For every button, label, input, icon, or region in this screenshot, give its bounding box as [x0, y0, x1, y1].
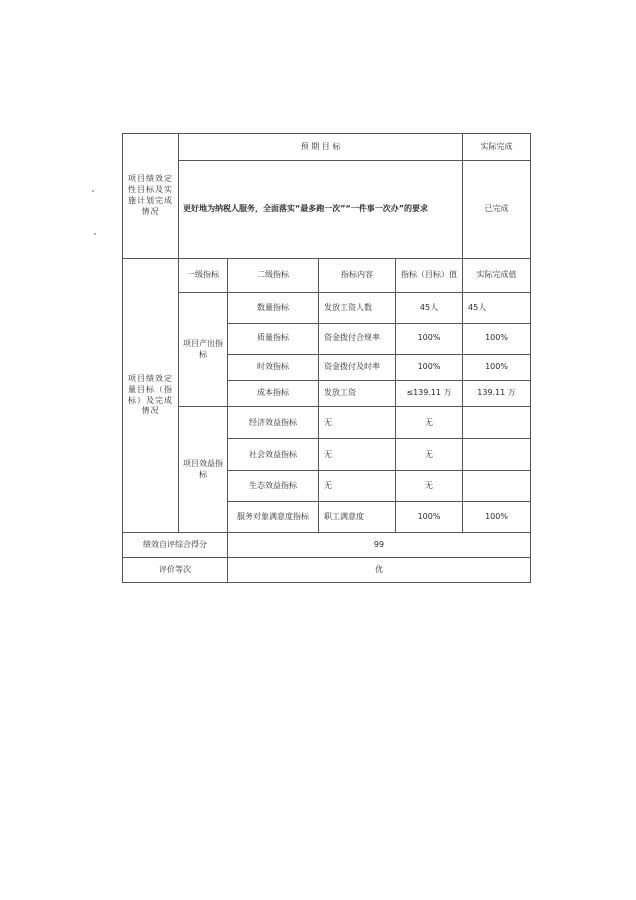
level1-benefit-indicator: 项目效益指标 [179, 407, 228, 533]
content-cell: 无 [319, 407, 396, 439]
grade-label: 评价等次 [123, 558, 228, 583]
table-row [123, 407, 531, 439]
content-cell: 职工满意度 [319, 502, 396, 533]
column-header-actual: 实际完成值 [463, 258, 531, 292]
score-label: 绩效自评综合得分 [123, 533, 228, 558]
content-cell: 发放工资 [319, 380, 396, 407]
level2-cell: 数量指标 [228, 292, 319, 323]
target-cell: 100% [396, 323, 463, 354]
level1-output-indicator: 项目产出指标 [179, 292, 228, 407]
expected-goal-text: 更好地为纳税人服务，全面落实“最多跑一次”“一件事一次办”的要求 [179, 160, 463, 258]
grade-value: 优 [228, 558, 531, 583]
actual-cell: 100% [463, 502, 531, 533]
target-cell: 45人 [396, 292, 463, 323]
performance-table [122, 133, 530, 583]
qualitative-section-label: 项目绩效定性目标及实施计划完成情况 [123, 134, 179, 259]
level2-cell: 时效指标 [228, 354, 319, 380]
content-cell: 无 [319, 439, 396, 471]
content-cell: 资金拨付合规率 [319, 323, 396, 354]
level2-cell: 服务对象满意度指标 [228, 502, 319, 533]
level2-cell: 质量指标 [228, 323, 319, 354]
goal-status: 已完成 [463, 160, 531, 258]
expected-goal-header: 预 期 目 标 [179, 134, 463, 161]
target-cell: 无 [396, 471, 463, 502]
actual-cell: 100% [463, 354, 531, 380]
actual-completion-header: 实际完成 [463, 134, 531, 161]
content-cell: 无 [319, 471, 396, 502]
actual-cell [463, 407, 531, 439]
content-cell: 发放工资人数 [319, 292, 396, 323]
target-cell: 100% [396, 354, 463, 380]
actual-cell [463, 471, 531, 502]
score-value: 99 [228, 533, 531, 558]
scan-speck [92, 190, 94, 192]
performance-grid [122, 133, 531, 583]
level2-cell: 生态效益指标 [228, 471, 319, 502]
column-header-level1: 一级指标 [179, 258, 228, 292]
column-header-target: 指标（目标）值 [396, 258, 463, 292]
level2-cell: 经济效益指标 [228, 407, 319, 439]
level2-cell: 社会效益指标 [228, 439, 319, 471]
table-row [123, 292, 531, 323]
target-cell: 无 [396, 407, 463, 439]
level2-cell: 成本指标 [228, 380, 319, 407]
actual-cell [463, 439, 531, 471]
quantitative-section-label: 项目绩效定量目标（指标）及完成情况 [123, 258, 179, 532]
target-cell: ≤139.11 万 [396, 380, 463, 407]
actual-cell: 100% [463, 323, 531, 354]
target-cell: 无 [396, 439, 463, 471]
target-cell: 100% [396, 502, 463, 533]
column-header-content: 指标内容 [319, 258, 396, 292]
content-cell: 资金拨付及时率 [319, 354, 396, 380]
column-header-level2: 二级指标 [228, 258, 319, 292]
actual-cell: 139.11 万 [463, 380, 531, 407]
actual-cell: 45人 [463, 292, 531, 323]
scan-speck [94, 233, 96, 235]
